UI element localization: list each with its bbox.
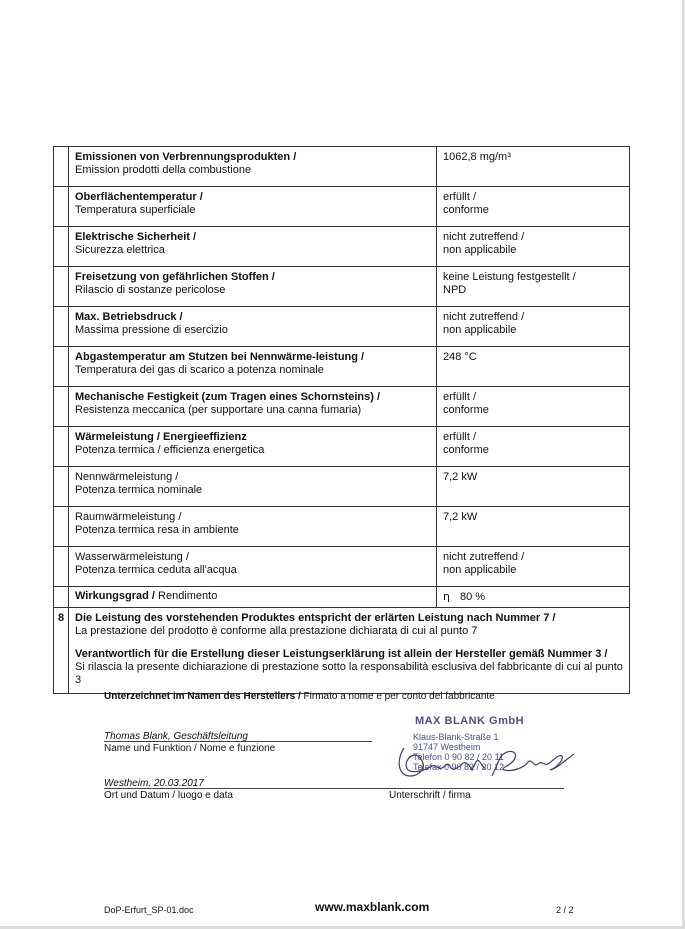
table-row: [54, 267, 630, 307]
table-row: [54, 187, 630, 227]
efficiency-label-de: Wirkungsgrad /: [75, 590, 155, 602]
property-label-de: Freisetzung von gefährlichen Stoffen /: [75, 271, 275, 283]
footer-website: www.maxblank.com: [315, 900, 430, 914]
property-value: 1062,8 mg/m³: [443, 151, 511, 163]
property-value: erfüllt /: [443, 391, 477, 403]
property-value-it: conforme: [443, 404, 489, 416]
table-row: [54, 307, 630, 347]
property-value: erfüllt /: [443, 431, 477, 443]
property-value-it: NPD: [443, 284, 467, 296]
property-label-it: Massima pressione di esercizio: [75, 324, 228, 336]
property-label-it: Potenza termica / efficienza energetica: [75, 444, 265, 456]
property-value: erfüllt /: [443, 191, 477, 203]
property-label-it: Emission prodotti della combustione: [75, 164, 252, 176]
property-label-it: Temperatura superficiale: [75, 204, 196, 216]
performance-table: [53, 146, 630, 694]
section8-responsibility-de: Verantwortlich für die Erstellung dieser Leistungserklärung ist allein der Hersteller gemäß Nummer 3 /: [75, 648, 608, 660]
property-label-de: Max. Betriebsdruck /: [75, 311, 183, 323]
property-label-de: Raumwärmeleistung /: [75, 511, 182, 523]
property-label-it: Potenza termica resa in ambiente: [75, 524, 239, 536]
property-value: 248 °C: [443, 351, 477, 363]
section8-statement-de: Die Leistung des vorstehenden Produktes entspricht der erlärten Leistung nach Nummer 7 /: [75, 612, 556, 624]
table-row: [54, 227, 630, 267]
table-row: [54, 547, 630, 587]
signatory-name: Thomas Blank, Geschäftsleitung: [104, 731, 248, 742]
place-date-label: Ort und Datum / luogo e data: [104, 790, 233, 801]
property-label-de: Nennwärmeleistung /: [75, 471, 179, 483]
stamp-company: MAX BLANK GmbH: [415, 715, 525, 727]
property-label-it: Sicurezza elettrica: [75, 244, 165, 256]
section-8-row: [54, 608, 630, 694]
footer-page-number: 2 / 2: [556, 905, 574, 915]
table-row: [54, 467, 630, 507]
property-label-de: Emissionen von Verbrennungsprodukten /: [75, 151, 297, 163]
efficiency-row: [54, 587, 630, 608]
property-label-it: Resistenza meccanica (per supportare una canna fumaria): [75, 404, 362, 416]
table-row: [54, 147, 630, 187]
property-label-de: Oberflächentemperatur /: [75, 191, 203, 203]
property-value-it: conforme: [443, 204, 489, 216]
efficiency-value: 80 %: [459, 591, 486, 603]
property-value: 7,2 kW: [443, 511, 478, 523]
signature-label: Unterschrift / firma: [389, 790, 471, 801]
section8-responsibility-it: Si rilascia la presente dichiarazione di prestazione sotto la responsabilità esclusiva del fabbricante di cui al punto 3: [75, 661, 623, 686]
property-label-de: Elektrische Sicherheit /: [75, 231, 197, 243]
stamp-city: 91747 Westheim: [413, 742, 481, 752]
property-label-it: Rilascio di sostanze pericolose: [75, 284, 226, 296]
property-label-it: Potenza termica ceduta all'acqua: [75, 564, 237, 576]
stamp-phone: Telefon 0 90 82 / 20 11: [413, 752, 504, 762]
name-function-label: Name und Funktion / Nome e funzione: [104, 743, 276, 754]
table-row: [54, 507, 630, 547]
eta-symbol: η: [443, 590, 450, 603]
signed-on-behalf-label: Unterzeichnet im Namen des Herstellers / Firmato a nome e per conto del fabbricante: [104, 691, 495, 702]
place-date: Westheim, 20.03.2017: [104, 778, 204, 789]
handwritten-signature: [388, 740, 588, 785]
table-row: [54, 347, 630, 387]
footer-document-name: DoP-Erfurt_SP-01.doc: [104, 905, 194, 915]
efficiency-label-it: Rendimento: [158, 590, 218, 602]
property-value: keine Leistung festgestellt /: [443, 271, 576, 283]
property-label-it: Temperatura dei gas di scarico a potenza nominale: [75, 364, 324, 376]
property-label-de: Mechanische Festigkeit (zum Tragen eines Schornsteins) /: [75, 391, 381, 403]
property-label-it: Potenza termica nominale: [75, 484, 203, 496]
property-value: nicht zutreffend /: [443, 311, 525, 323]
property-value-it: non applicabile: [443, 324, 517, 336]
table-row: [54, 387, 630, 427]
property-label-de: Wärmeleistung / Energieeffizienz: [75, 431, 247, 443]
stamp-street: Klaus-Blank-Straße 1: [413, 732, 499, 742]
property-value-it: conforme: [443, 444, 489, 456]
property-value-it: non applicabile: [443, 564, 517, 576]
property-value: 7,2 kW: [443, 471, 478, 483]
table-row: [54, 427, 630, 467]
property-value-it: non applicabile: [443, 244, 517, 256]
property-value: nicht zutreffend /: [443, 231, 525, 243]
property-value: nicht zutreffend /: [443, 551, 525, 563]
property-label-de: Abgastemperatur am Stutzen bei Nennwärme-leistung /: [75, 351, 365, 363]
stamp-fax: Telefax 0 90 82 / 20 12: [413, 762, 505, 772]
section8-statement-it: La prestazione del prodotto è conforme alla prestazione dichiarata di cui al punto 7: [75, 625, 478, 637]
property-label-de: Wasserwärmeleistung /: [75, 551, 189, 563]
section-number: 8: [54, 608, 69, 694]
